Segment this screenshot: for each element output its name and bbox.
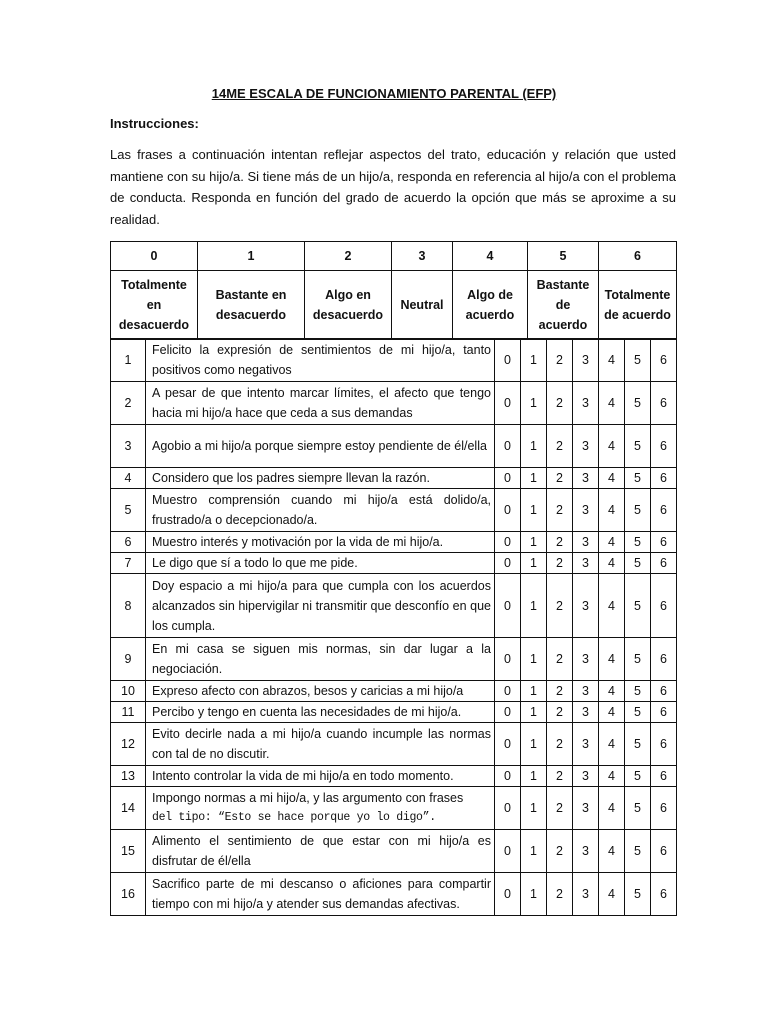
response-option-5[interactable]: 5 (625, 723, 651, 766)
response-option-3[interactable]: 3 (573, 468, 599, 489)
page-title: 14ME ESCALA DE FUNCIONAMIENTO PARENTAL (EFP) (211, 86, 557, 101)
response-option-4[interactable]: 4 (599, 873, 625, 916)
response-option-1[interactable]: 1 (521, 787, 547, 830)
response-option-6[interactable]: 6 (651, 830, 677, 873)
response-option-5[interactable]: 5 (625, 873, 651, 916)
item-statement: Considero que los padres siempre llevan la razón. (146, 468, 495, 489)
response-option-1[interactable]: 1 (521, 574, 547, 638)
scale-label-line: desacuerdo (118, 318, 190, 332)
response-option-0[interactable]: 0 (495, 681, 521, 702)
response-option-6[interactable]: 6 (651, 339, 677, 382)
response-option-4[interactable]: 4 (599, 468, 625, 489)
response-option-6[interactable]: 6 (651, 553, 677, 574)
response-option-5[interactable]: 5 (625, 830, 651, 873)
response-option-5[interactable]: 5 (625, 425, 651, 468)
item-statement: Le digo que sí a todo lo que me pide. (146, 553, 495, 574)
response-option-2[interactable]: 2 (547, 382, 573, 425)
response-option-1[interactable]: 1 (521, 681, 547, 702)
response-option-0[interactable]: 0 (495, 553, 521, 574)
response-option-6[interactable]: 6 (651, 425, 677, 468)
scale-label-line: de acuerdo (604, 308, 671, 322)
response-option-2[interactable]: 2 (547, 873, 573, 916)
response-option-4[interactable]: 4 (599, 787, 625, 830)
response-option-1[interactable]: 1 (521, 723, 547, 766)
item-number: 11 (111, 702, 146, 723)
response-option-3[interactable]: 3 (573, 574, 599, 638)
response-option-4[interactable]: 4 (599, 382, 625, 425)
scale-number: 2 (305, 242, 392, 271)
scale-label-line: acuerdo (538, 318, 588, 332)
item-number: 4 (111, 468, 146, 489)
scale-label-bastante-acuerdo (528, 271, 599, 340)
response-option-2[interactable]: 2 (547, 339, 573, 382)
response-option-2[interactable]: 2 (547, 532, 573, 553)
response-option-4[interactable]: 4 (599, 638, 625, 681)
scale-number-row (111, 242, 677, 271)
response-option-0[interactable]: 0 (495, 468, 521, 489)
scale-number: 4 (453, 242, 528, 271)
response-option-6[interactable]: 6 (651, 532, 677, 553)
item-number: 9 (111, 638, 146, 681)
table-row (111, 681, 677, 702)
response-option-5[interactable]: 5 (625, 638, 651, 681)
response-option-5[interactable]: 5 (625, 339, 651, 382)
response-option-3[interactable]: 3 (573, 681, 599, 702)
scale-label-line: Algo de (467, 288, 513, 302)
item-number: 15 (111, 830, 146, 873)
response-option-0[interactable]: 0 (495, 830, 521, 873)
item-number: 10 (111, 681, 146, 702)
response-option-4[interactable]: 4 (599, 702, 625, 723)
response-option-0[interactable]: 0 (495, 425, 521, 468)
response-option-0[interactable]: 0 (495, 339, 521, 382)
table-row (111, 425, 677, 468)
item-number: 6 (111, 532, 146, 553)
response-option-1[interactable]: 1 (521, 553, 547, 574)
response-option-4[interactable]: 4 (599, 681, 625, 702)
response-option-0[interactable]: 0 (495, 532, 521, 553)
response-option-6[interactable]: 6 (651, 702, 677, 723)
response-option-3[interactable]: 3 (573, 787, 599, 830)
scale-number: 0 (111, 242, 198, 271)
instructions-text: Las frases a continuación intentan reflejar aspectos del trato, educación y relación que usted mantiene con su hijo/a. Si tiene más de un hijo/a, responda en referencia al hijo/a con el problema de conducta. Responda en función del grado de acuerdo la opción que más se aproxime a su realidad. (110, 147, 676, 227)
response-option-3[interactable]: 3 (573, 553, 599, 574)
response-option-0[interactable]: 0 (495, 787, 521, 830)
item-statement: Evito decirle nada a mi hijo/a cuando incumple las normas con tal de no discutir. (146, 723, 495, 766)
scale-label-algo-acuerdo (453, 271, 528, 340)
instructions-heading: Instrucciones: (110, 116, 199, 131)
response-option-2[interactable]: 2 (547, 489, 573, 532)
response-option-3[interactable]: 3 (573, 830, 599, 873)
scale-label-line: desacuerdo (215, 308, 287, 322)
response-option-3[interactable]: 3 (573, 532, 599, 553)
scale-label-line: Bastante (536, 278, 590, 292)
response-option-1[interactable]: 1 (521, 468, 547, 489)
item-statement: Alimento el sentimiento de que estar con mi hijo/a es disfrutar de él/ella (146, 830, 495, 873)
response-option-3[interactable]: 3 (573, 873, 599, 916)
response-option-1[interactable]: 1 (521, 489, 547, 532)
response-option-5[interactable]: 5 (625, 574, 651, 638)
response-option-6[interactable]: 6 (651, 787, 677, 830)
item-number: 8 (111, 574, 146, 638)
scale-label-line: en (146, 298, 162, 312)
response-option-5[interactable]: 5 (625, 489, 651, 532)
response-option-4[interactable]: 4 (599, 830, 625, 873)
response-option-2[interactable]: 2 (547, 553, 573, 574)
table-row (111, 830, 677, 873)
item-number: 12 (111, 723, 146, 766)
response-option-4[interactable]: 4 (599, 723, 625, 766)
table-row (111, 574, 677, 638)
item-statement: Sacrifico parte de mi descanso o aficiones para compartir tiempo con mi hijo/a y atender sus demandas afectivas. (146, 873, 495, 916)
response-scale-table (110, 241, 677, 340)
response-option-5[interactable]: 5 (625, 553, 651, 574)
response-option-3[interactable]: 3 (573, 723, 599, 766)
scale-label-row (111, 271, 677, 340)
response-option-3[interactable]: 3 (573, 425, 599, 468)
response-option-2[interactable]: 2 (547, 425, 573, 468)
response-option-2[interactable]: 2 (547, 638, 573, 681)
response-option-5[interactable]: 5 (625, 681, 651, 702)
response-option-6[interactable]: 6 (651, 489, 677, 532)
item-statement: Muestro comprensión cuando mi hijo/a está dolido/a, frustrado/a o decepcionado/a. (146, 489, 495, 532)
items-table (110, 338, 677, 916)
response-option-0[interactable]: 0 (495, 723, 521, 766)
scale-label-bastante-desacuerdo (198, 271, 305, 340)
response-option-6[interactable]: 6 (651, 382, 677, 425)
table-row (111, 873, 677, 916)
scale-label-line: de (555, 298, 571, 312)
response-option-6[interactable]: 6 (651, 681, 677, 702)
item-statement: Agobio a mi hijo/a porque siempre estoy pendiente de él/ella (146, 425, 495, 468)
response-option-0[interactable]: 0 (495, 873, 521, 916)
item-number: 1 (111, 339, 146, 382)
response-option-3[interactable]: 3 (573, 766, 599, 787)
response-option-5[interactable]: 5 (625, 766, 651, 787)
response-option-1[interactable]: 1 (521, 382, 547, 425)
response-option-6[interactable]: 6 (651, 873, 677, 916)
scale-label-totalmente-acuerdo (599, 271, 677, 340)
response-option-3[interactable]: 3 (573, 489, 599, 532)
item-number: 7 (111, 553, 146, 574)
response-option-2[interactable]: 2 (547, 830, 573, 873)
scale-label-neutral (392, 271, 453, 340)
response-option-6[interactable]: 6 (651, 468, 677, 489)
response-option-0[interactable]: 0 (495, 766, 521, 787)
scale-label-line: Bastante en (215, 288, 287, 302)
response-option-3[interactable]: 3 (573, 339, 599, 382)
response-option-1[interactable]: 1 (521, 532, 547, 553)
item-statement: Muestro interés y motivación por la vida de mi hijo/a. (146, 532, 495, 553)
table-row (111, 702, 677, 723)
response-option-6[interactable]: 6 (651, 574, 677, 638)
response-option-4[interactable]: 4 (599, 425, 625, 468)
table-row (111, 638, 677, 681)
response-option-1[interactable]: 1 (521, 339, 547, 382)
response-option-5[interactable]: 5 (625, 702, 651, 723)
response-option-2[interactable]: 2 (547, 702, 573, 723)
response-option-6[interactable]: 6 (651, 638, 677, 681)
response-option-5[interactable]: 5 (625, 468, 651, 489)
response-option-1[interactable]: 1 (521, 830, 547, 873)
item-statement: Expreso afecto con abrazos, besos y caricias a mi hijo/a (146, 681, 495, 702)
response-option-0[interactable]: 0 (495, 638, 521, 681)
scale-label-line: acuerdo (465, 308, 515, 322)
response-option-4[interactable]: 4 (599, 532, 625, 553)
response-option-1[interactable]: 1 (521, 425, 547, 468)
response-option-1[interactable]: 1 (521, 638, 547, 681)
response-option-2[interactable]: 2 (547, 681, 573, 702)
item-statement: Doy espacio a mi hijo/a para que cumpla con los acuerdos alcanzados sin hipervigilar ni transmitir que desconfío en que los cumpla. (146, 574, 495, 638)
item-statement: Intento controlar la vida de mi hijo/a en todo momento. (146, 766, 495, 787)
item-number: 3 (111, 425, 146, 468)
item-statement: En mi casa se siguen mis normas, sin dar lugar a la negociación. (146, 638, 495, 681)
item-statement: Felicito la expresión de sentimientos de mi hijo/a, tanto positivos como negativos (146, 339, 495, 382)
scale-label-totalmente-desacuerdo (111, 271, 198, 340)
items-table-body (111, 339, 677, 916)
response-option-4[interactable]: 4 (599, 766, 625, 787)
table-row (111, 489, 677, 532)
response-option-0[interactable]: 0 (495, 702, 521, 723)
response-option-0[interactable]: 0 (495, 574, 521, 638)
response-option-2[interactable]: 2 (547, 468, 573, 489)
response-option-2[interactable]: 2 (547, 766, 573, 787)
response-option-0[interactable]: 0 (495, 489, 521, 532)
response-option-1[interactable]: 1 (521, 702, 547, 723)
item-number: 13 (111, 766, 146, 787)
item-number: 16 (111, 873, 146, 916)
scale-label-line: Algo en (325, 288, 371, 302)
table-row (111, 723, 677, 766)
response-option-4[interactable]: 4 (599, 489, 625, 532)
response-option-2[interactable]: 2 (547, 574, 573, 638)
item-number: 14 (111, 787, 146, 830)
table-row (111, 766, 677, 787)
scale-number: 1 (198, 242, 305, 271)
table-row (111, 532, 677, 553)
scale-number: 3 (392, 242, 453, 271)
item-statement (146, 787, 495, 830)
table-row (111, 382, 677, 425)
item-number: 2 (111, 382, 146, 425)
scale-label-line: Totalmente (604, 288, 671, 302)
table-row (111, 553, 677, 574)
scale-number: 6 (599, 242, 677, 271)
item-statement: A pesar de que intento marcar límites, el afecto que tengo hacia mi hijo/a hace que ceda a sus demandas (146, 382, 495, 425)
item-number: 5 (111, 489, 146, 532)
scale-label-algo-desacuerdo (305, 271, 392, 340)
item-statement-line: Impongo normas a mi hijo/a, y las argumento con frases (152, 791, 464, 805)
response-option-3[interactable]: 3 (573, 638, 599, 681)
scale-label-line: desacuerdo (312, 308, 384, 322)
response-option-6[interactable]: 6 (651, 766, 677, 787)
response-option-5[interactable]: 5 (625, 382, 651, 425)
response-option-2[interactable]: 2 (547, 723, 573, 766)
table-row (111, 339, 677, 382)
response-option-0[interactable]: 0 (495, 382, 521, 425)
response-option-4[interactable]: 4 (599, 553, 625, 574)
response-option-1[interactable]: 1 (521, 766, 547, 787)
item-statement-line: del tipo: “Esto se hace porque yo lo digo”. (152, 811, 436, 824)
scale-label-line: Neutral (400, 298, 444, 312)
response-option-2[interactable]: 2 (547, 787, 573, 830)
scale-label-line: Totalmente (121, 278, 187, 292)
table-row (111, 787, 677, 830)
table-row (111, 468, 677, 489)
response-option-6[interactable]: 6 (651, 723, 677, 766)
response-option-3[interactable]: 3 (573, 382, 599, 425)
item-statement: Percibo y tengo en cuenta las necesidades de mi hijo/a. (146, 702, 495, 723)
response-option-1[interactable]: 1 (521, 873, 547, 916)
scale-number: 5 (528, 242, 599, 271)
response-option-4[interactable]: 4 (599, 339, 625, 382)
response-option-5[interactable]: 5 (625, 532, 651, 553)
response-option-5[interactable]: 5 (625, 787, 651, 830)
response-option-4[interactable]: 4 (599, 574, 625, 638)
response-option-3[interactable]: 3 (573, 702, 599, 723)
